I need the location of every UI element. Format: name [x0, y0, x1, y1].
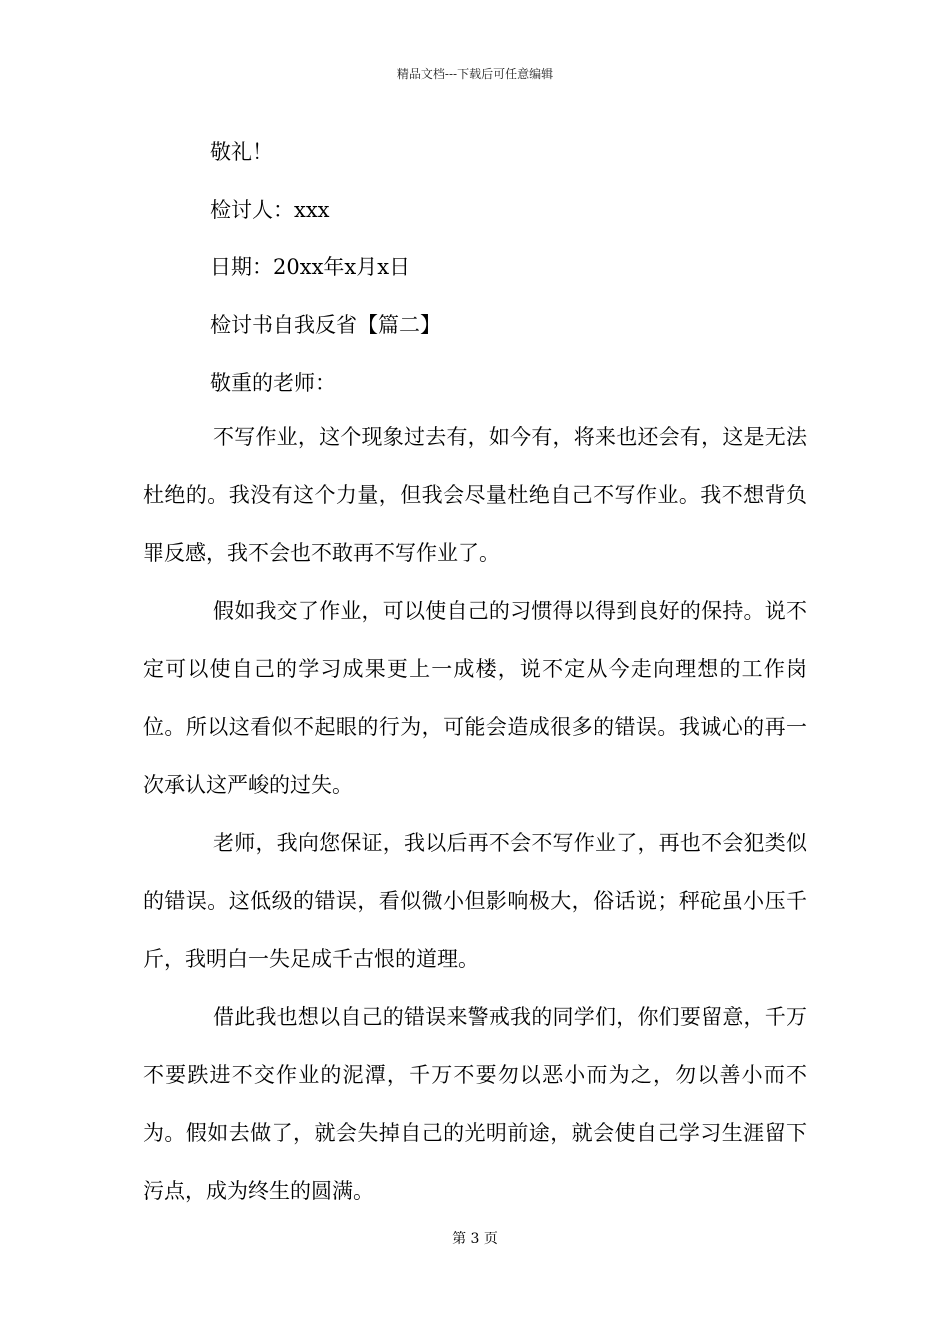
body-paragraph-2: 假如我交了作业，可以使自己的习惯得以得到良好的保持。说不定可以使自己的学习成果更上一成楼，说不定从今走向理想的工作岗位。所以这看似不起眼的行为，可能会造成很多的错误。我诚心的再一次承认这严峻的过失。 [143, 599, 807, 797]
body-paragraph-3: 老师，我向您保证，我以后再不会不写作业了，再也不会犯类似的错误。这低级的错误，看似微小但影响极大，俗话说；秤砣虽小压千斤，我明白一失足成千古恨的道理。 [143, 831, 807, 971]
signer-line: 检讨人：xxx [210, 198, 330, 222]
date-line: 日期：20xx年x月x日 [210, 255, 411, 279]
section-title: 检讨书自我反省【篇二】 [210, 313, 441, 337]
page-number: 第 3 页 [452, 1231, 498, 1247]
salutation: 敬重的老师： [210, 371, 336, 395]
body-paragraph-4: 借此我也想以自己的错误来警戒我的同学们，你们要留意，千万不要跌进不交作业的泥潭，千万不要勿以恶小而为之，勿以善小而不为。假如去做了，就会失掉自己的光明前途，就会使自己学习生涯留下污点，成为终生的圆满。 [143, 1005, 807, 1203]
closing-line: 敬礼！ [210, 140, 273, 164]
body-paragraph-1: 不写作业，这个现象过去有，如今有，将来也还会有，这是无法杜绝的。我没有这个力量，但我会尽量杜绝自己不写作业。我不想背负罪反感，我不会也不敢再不写作业了。 [143, 425, 807, 565]
page-header: 精品文档---下载后可任意编辑 [396, 67, 554, 81]
